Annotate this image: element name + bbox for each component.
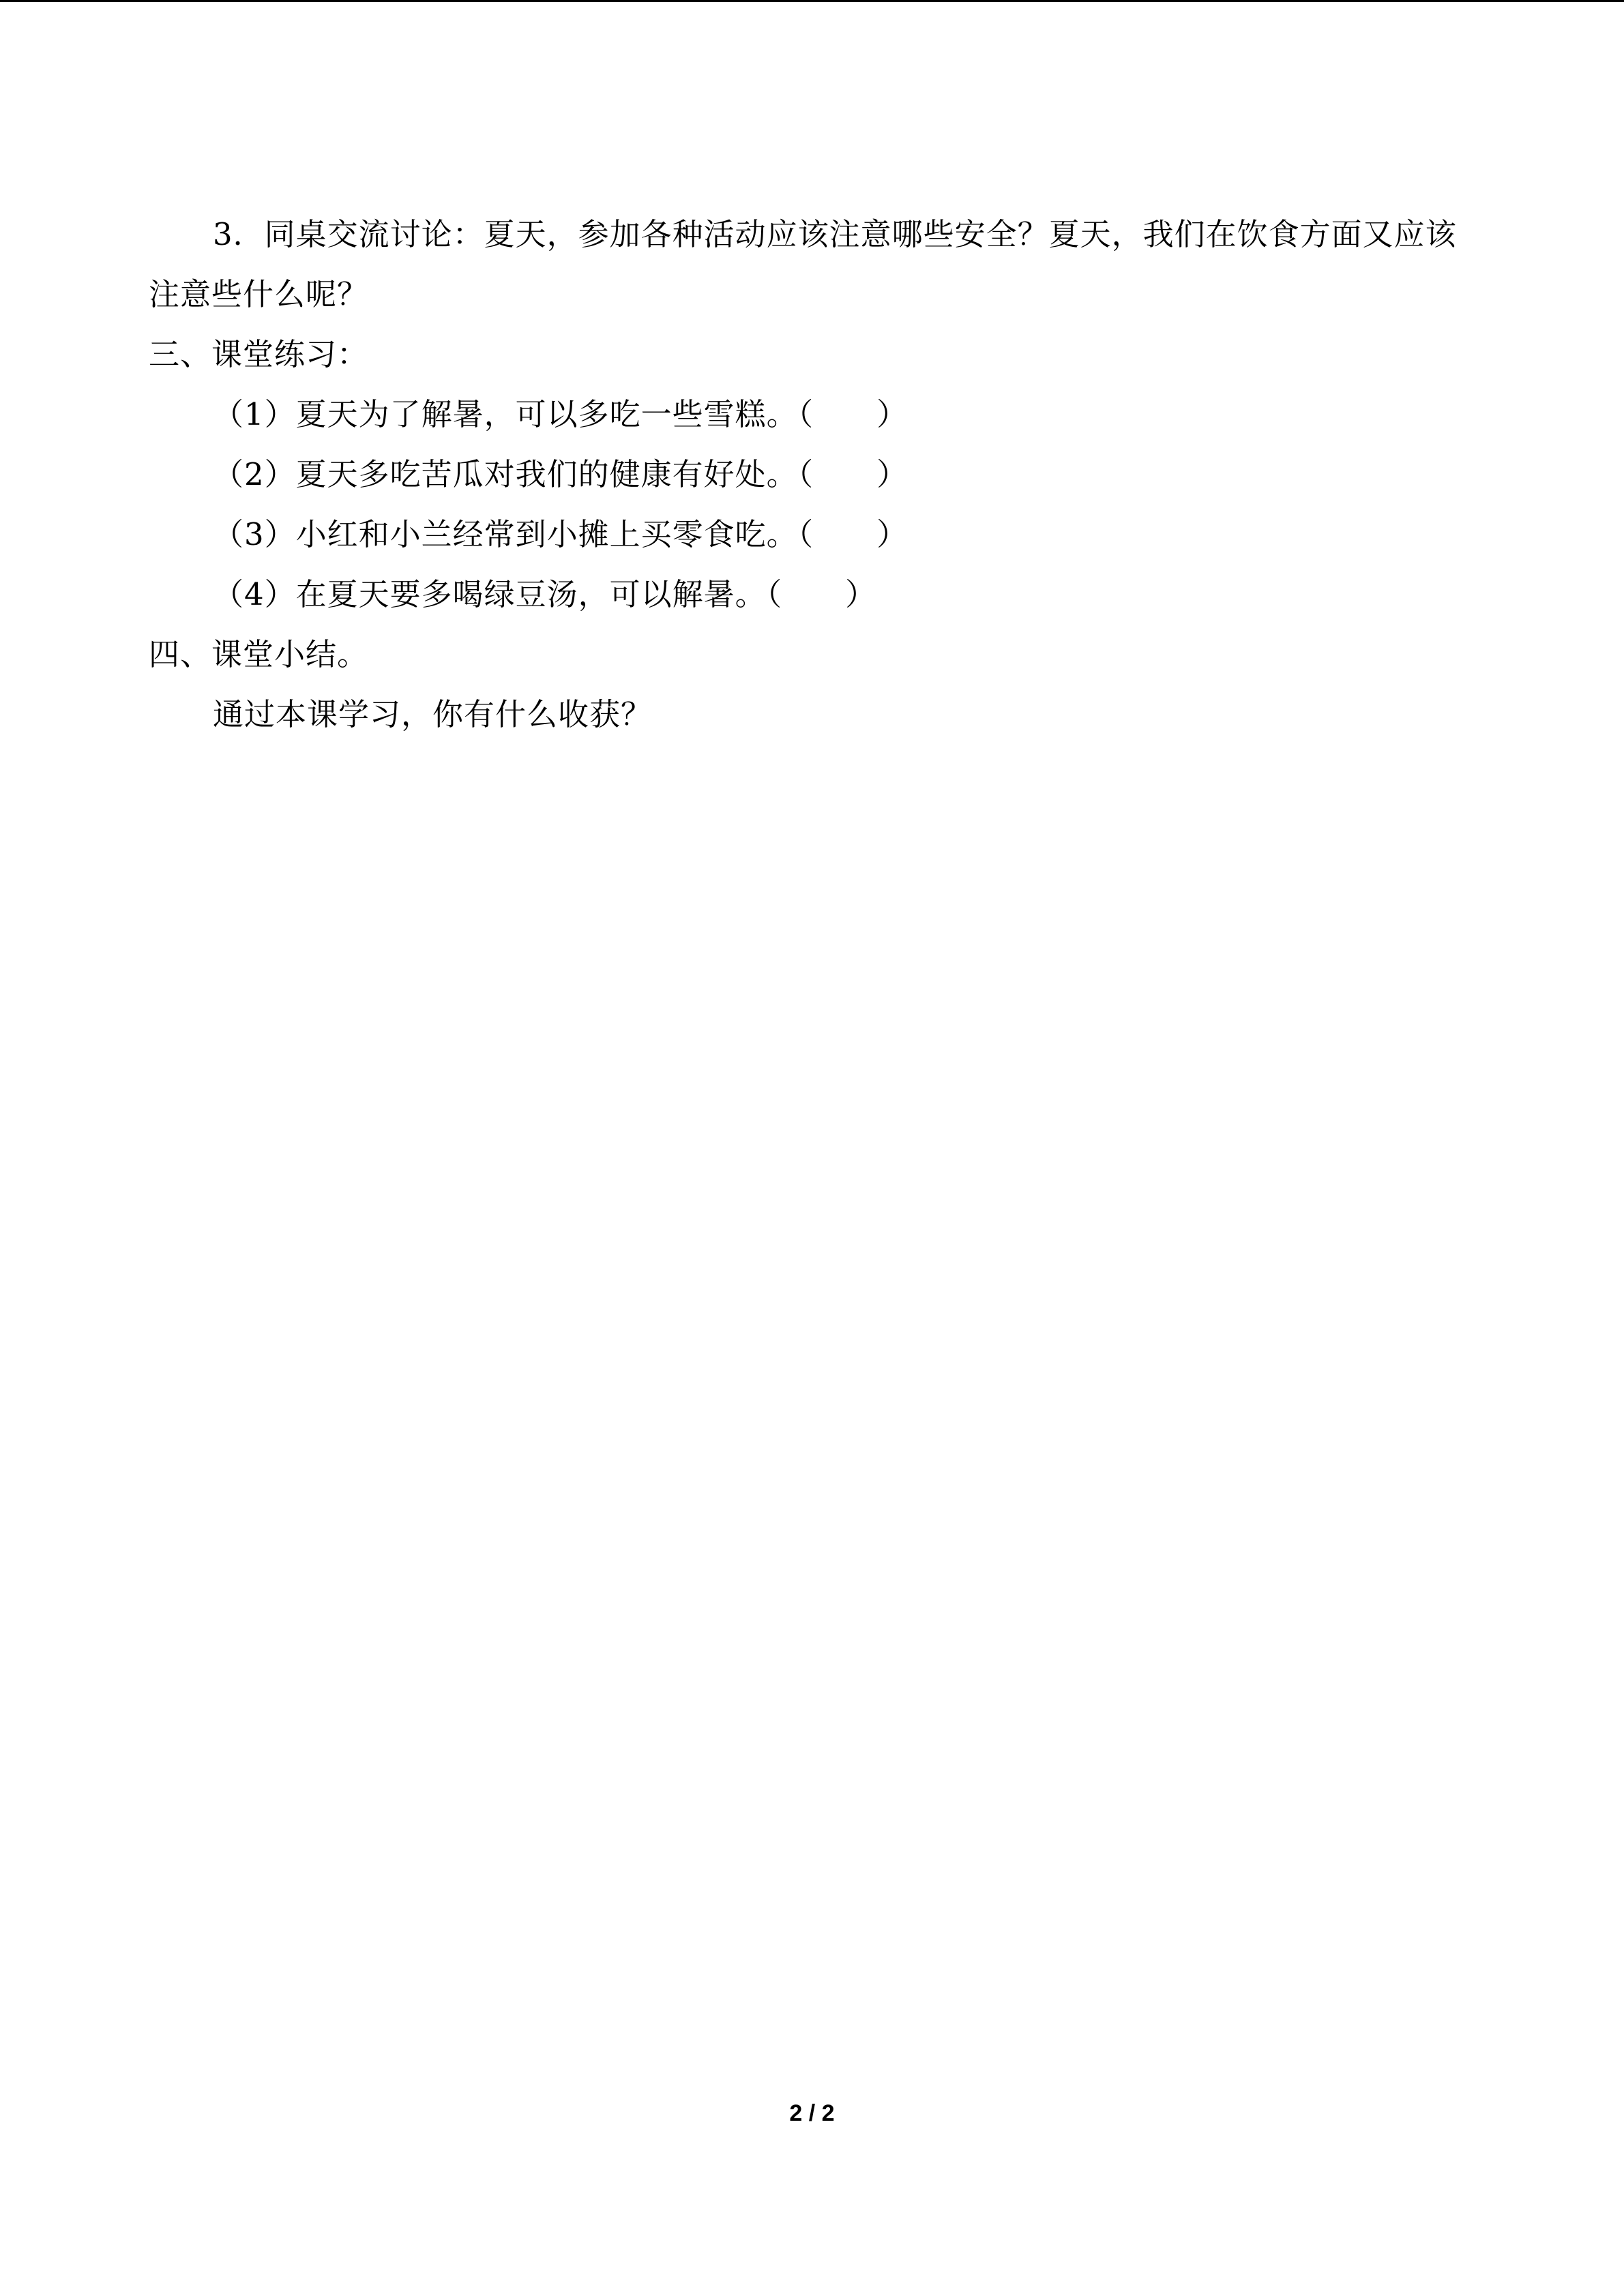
exercise-item-1: （1）夏天为了解暑，可以多吃一些雪糕。（ ） xyxy=(213,396,909,432)
section-4-heading: 四、课堂小结。 xyxy=(149,636,369,672)
exercise-item-4: （4）在夏天要多喝绿豆汤，可以解暑。（ ） xyxy=(213,576,877,612)
page-number: 2 / 2 xyxy=(789,2100,835,2126)
exercise-item-3: （3）小红和小兰经常到小摊上买零食吃。（ ） xyxy=(213,516,909,552)
document-body xyxy=(149,205,1475,745)
section-3-heading: 三、课堂练习： xyxy=(149,336,369,372)
exercise-item-2: （2）夏天多吃苦瓜对我们的健康有好处。（ ） xyxy=(213,456,909,492)
page-top-border xyxy=(0,0,1624,2)
discussion-paragraph: 3．同桌交流讨论：夏天，参加各种活动应该注意哪些安全？夏天，我们在饮食方面又应该注意些什么呢？ xyxy=(149,216,1457,312)
summary-question: 通过本课学习，你有什么收获？ xyxy=(213,696,653,732)
